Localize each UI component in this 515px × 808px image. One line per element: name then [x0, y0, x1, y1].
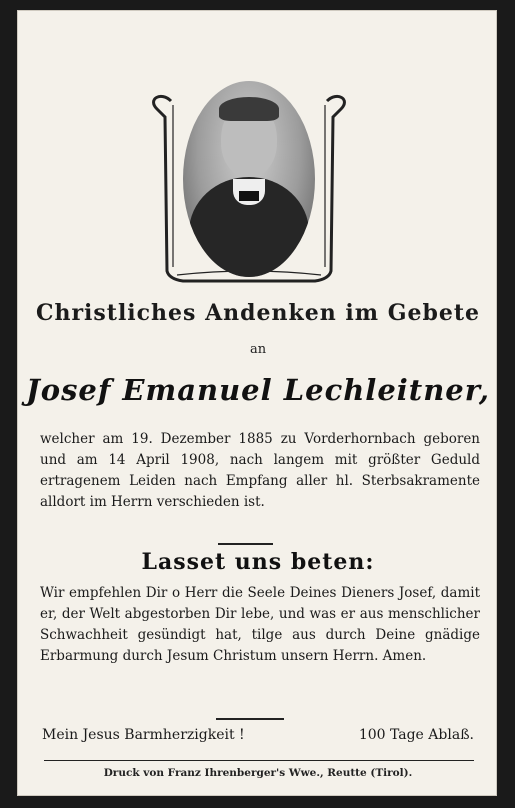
memorial-text: welcher am 19. Dezember 1885 zu Vorderhornbach geboren und am 14 April 1908, nach langem mit größter Geduld ertragenem Leiden nach Empfang aller hl. Sterbsakramente alldort im Herrn verschieden ist.: [40, 431, 480, 510]
divider: [218, 543, 273, 545]
indulgence-note: 100 Tage Ablaß.: [358, 727, 474, 743]
portrait-frame: [143, 81, 355, 287]
deceased-name: Josef Emanuel Lechleitner,: [26, 373, 490, 407]
dedication-word: an: [249, 342, 267, 357]
portrait-photo: [183, 81, 315, 277]
prayer-text: Wir empfehlen Dir o Herr die Seele Deines Dieners Josef, damit er, der Welt abgestorben Dir lebe, und was er aus menschlicher Schwachheit gesündigt hat, tilge aus durch Deine gnädige Erbarmung durch Jesum Christum unsern Herrn. Amen.: [40, 585, 480, 664]
divider: [216, 718, 284, 720]
printer-imprint: Druck von Franz Ihrenberger's Wwe., Reutte (Tirol).: [103, 767, 413, 779]
card-title: Christliches Andenken im Gebete: [35, 300, 481, 326]
memorial-card: [17, 10, 497, 796]
footer-divider: [44, 760, 474, 761]
invocation: Mein Jesus Barmherzigkeit !: [42, 727, 245, 743]
prayer-heading: Lasset uns beten:: [141, 549, 375, 575]
